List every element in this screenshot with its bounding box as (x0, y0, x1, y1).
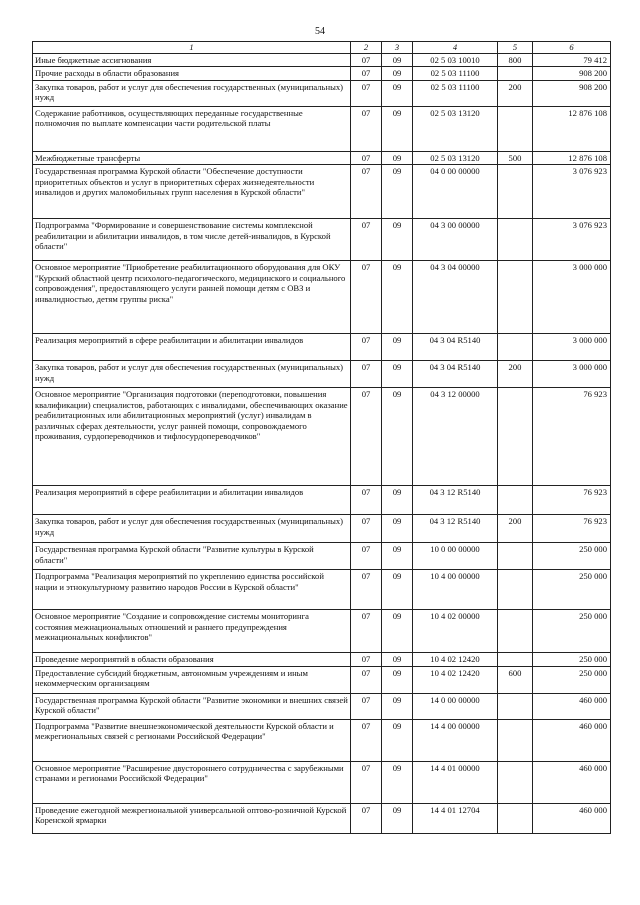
target-article-code: 02 5 03 13120 (413, 151, 498, 164)
expense-type-code: 800 (498, 54, 533, 67)
target-article-code: 14 4 01 00000 (413, 761, 498, 803)
expense-name: Основное мероприятие "Расширение двустороннего сотрудничества с зарубежными странами и регионами Российской Федерации" (33, 761, 351, 803)
table-row (33, 67, 611, 80)
section-code: 07 (351, 165, 382, 219)
expense-name: Подпрограмма "Развитие внешнеэкономической деятельности Курской области и межрегиональных связей с регионами Российской Федерации" (33, 719, 351, 761)
amount: 3 076 923 (533, 219, 611, 261)
amount: 460 000 (533, 693, 611, 719)
section-code: 07 (351, 261, 382, 334)
table-row (33, 54, 611, 67)
section-code: 07 (351, 219, 382, 261)
amount: 3 000 000 (533, 334, 611, 361)
target-article-code: 14 0 00 00000 (413, 693, 498, 719)
subsection-code: 09 (382, 219, 413, 261)
section-code: 07 (351, 151, 382, 164)
column-header: 3 (382, 42, 413, 54)
subsection-code: 09 (382, 515, 413, 543)
section-code: 07 (351, 67, 382, 80)
target-article-code: 04 3 00 00000 (413, 219, 498, 261)
amount: 250 000 (533, 610, 611, 653)
column-header: 1 (33, 42, 351, 54)
expense-type-code (498, 653, 533, 666)
table-row (33, 261, 611, 334)
expense-name: Прочие расходы в области образования (33, 67, 351, 80)
expense-name: Подпрограмма "Формирование и совершенствование системы комплексной реабилитации и абилитации инвалидов, в том числе детей-инвалидов, в Курской области" (33, 219, 351, 261)
expense-name: Основное мероприятие "Приобретение реабилитационного оборудования для ОКУ "Курский областной центр психолого-педагогического, медицинского и социального сопровождения", предоставляющего услуги ранней помощи детям с ОВЗ и инвалидностью, детям группы риска" (33, 261, 351, 334)
subsection-code: 09 (382, 486, 413, 515)
amount: 250 000 (533, 543, 611, 570)
amount: 250 000 (533, 666, 611, 693)
expense-type-code (498, 388, 533, 486)
expense-type-code: 200 (498, 515, 533, 543)
table-row (33, 610, 611, 653)
target-article-code: 10 4 02 12420 (413, 666, 498, 693)
budget-table (32, 41, 611, 834)
target-article-code: 02 5 03 11100 (413, 80, 498, 106)
expense-name: Государственная программа Курской области "Обеспечение доступности приоритетных объектов и услуг в приоритетных сферах жизнедеятельности инвалидов и других маломобильных групп населения в Курской области" (33, 165, 351, 219)
section-code: 07 (351, 486, 382, 515)
amount: 460 000 (533, 803, 611, 833)
expense-name: Подпрограмма "Реализация мероприятий по укреплению единства российской нации и этнокультурному развитию народов России в Курской области" (33, 570, 351, 610)
section-code: 07 (351, 361, 382, 388)
table-row (33, 803, 611, 833)
expense-name: Основное мероприятие "Организация подготовки (переподготовки, повышения квалификации) специалистов, работающих с инвалидами, обеспечивающих оказание реабилитационных или абилитационных мероприятий (услуг) инвалидам в различных сферах деятельности, услуг ранней помощи, сопровождаемого проживания, сурдопереводчиков и тифлосурдопереводчиков" (33, 388, 351, 486)
target-article-code: 14 4 00 00000 (413, 719, 498, 761)
amount: 12 876 108 (533, 151, 611, 164)
subsection-code: 09 (382, 388, 413, 486)
expense-name: Закупка товаров, работ и услуг для обеспечения государственных (муниципальных) нужд (33, 515, 351, 543)
table-row (33, 570, 611, 610)
column-header: 4 (413, 42, 498, 54)
subsection-code: 09 (382, 570, 413, 610)
subsection-code: 09 (382, 693, 413, 719)
table-row (33, 334, 611, 361)
target-article-code: 10 4 02 12420 (413, 653, 498, 666)
column-header: 6 (533, 42, 611, 54)
amount: 3 000 000 (533, 261, 611, 334)
section-code: 07 (351, 653, 382, 666)
expense-type-code (498, 610, 533, 653)
amount: 250 000 (533, 570, 611, 610)
expense-name: Межбюджетные трансферты (33, 151, 351, 164)
section-code: 07 (351, 54, 382, 67)
target-article-code: 10 4 02 00000 (413, 610, 498, 653)
subsection-code: 09 (382, 80, 413, 106)
subsection-code: 09 (382, 666, 413, 693)
table-row (33, 666, 611, 693)
table-row (33, 106, 611, 151)
table-row (33, 543, 611, 570)
subsection-code: 09 (382, 653, 413, 666)
subsection-code: 09 (382, 803, 413, 833)
expense-name: Закупка товаров, работ и услуг для обеспечения государственных (муниципальных) нужд (33, 361, 351, 388)
expense-name: Государственная программа Курской области "Развитие экономики и внешних связей Курской области" (33, 693, 351, 719)
table-row (33, 486, 611, 515)
table-header-row (33, 42, 611, 54)
expense-name: Закупка товаров, работ и услуг для обеспечения государственных (муниципальных) нужд (33, 80, 351, 106)
table-row (33, 361, 611, 388)
amount: 12 876 108 (533, 106, 611, 151)
expense-type-code (498, 761, 533, 803)
expense-type-code: 500 (498, 151, 533, 164)
expense-type-code: 200 (498, 361, 533, 388)
table-row (33, 388, 611, 486)
amount: 76 923 (533, 486, 611, 515)
expense-type-code (498, 67, 533, 80)
target-article-code: 10 4 00 00000 (413, 570, 498, 610)
target-article-code: 10 0 00 00000 (413, 543, 498, 570)
amount: 79 412 (533, 54, 611, 67)
target-article-code: 02 5 03 13120 (413, 106, 498, 151)
column-header: 5 (498, 42, 533, 54)
section-code: 07 (351, 388, 382, 486)
table-row (33, 515, 611, 543)
table-row (33, 219, 611, 261)
section-code: 07 (351, 80, 382, 106)
target-article-code: 04 3 04 00000 (413, 261, 498, 334)
section-code: 07 (351, 666, 382, 693)
expense-name: Основное мероприятие "Создание и сопровождение системы мониторинга состояния межнациональных отношений и раннего предупреждения межнациональных конфликтов" (33, 610, 351, 653)
subsection-code: 09 (382, 151, 413, 164)
column-header: 2 (351, 42, 382, 54)
expense-type-code (498, 543, 533, 570)
expense-name: Проведение мероприятий в области образования (33, 653, 351, 666)
amount: 3 076 923 (533, 165, 611, 219)
table-row (33, 151, 611, 164)
expense-name: Содержание работников, осуществляющих переданные государственные полномочия по выплате компенсации части родительской платы (33, 106, 351, 151)
target-article-code: 04 3 12 R5140 (413, 515, 498, 543)
amount: 250 000 (533, 653, 611, 666)
page-number: 54 (315, 26, 325, 37)
section-code: 07 (351, 515, 382, 543)
expense-type-code (498, 106, 533, 151)
amount: 908 200 (533, 67, 611, 80)
expense-type-code (498, 719, 533, 761)
expense-type-code (498, 803, 533, 833)
expense-type-code (498, 261, 533, 334)
subsection-code: 09 (382, 610, 413, 653)
expense-type-code (498, 693, 533, 719)
table-row (33, 761, 611, 803)
section-code: 07 (351, 610, 382, 653)
expense-type-code (498, 570, 533, 610)
table-row (33, 693, 611, 719)
amount: 3 000 000 (533, 361, 611, 388)
expense-name: Реализация мероприятий в сфере реабилитации и абилитации инвалидов (33, 486, 351, 515)
amount: 460 000 (533, 761, 611, 803)
target-article-code: 04 3 04 R5140 (413, 361, 498, 388)
expense-name: Государственная программа Курской области "Развитие культуры в Курской области" (33, 543, 351, 570)
expense-type-code: 600 (498, 666, 533, 693)
subsection-code: 09 (382, 165, 413, 219)
expense-type-code: 200 (498, 80, 533, 106)
expense-type-code (498, 334, 533, 361)
target-article-code: 02 5 03 11100 (413, 67, 498, 80)
section-code: 07 (351, 719, 382, 761)
amount: 908 200 (533, 80, 611, 106)
table-row (33, 165, 611, 219)
amount: 460 000 (533, 719, 611, 761)
section-code: 07 (351, 106, 382, 151)
amount: 76 923 (533, 388, 611, 486)
subsection-code: 09 (382, 67, 413, 80)
target-article-code: 04 3 12 00000 (413, 388, 498, 486)
target-article-code: 04 0 00 00000 (413, 165, 498, 219)
subsection-code: 09 (382, 106, 413, 151)
expense-name: Реализация мероприятий в сфере реабилитации и абилитации инвалидов (33, 334, 351, 361)
amount: 76 923 (533, 515, 611, 543)
section-code: 07 (351, 570, 382, 610)
subsection-code: 09 (382, 54, 413, 67)
section-code: 07 (351, 803, 382, 833)
expense-name: Предоставление субсидий бюджетным, автономным учреждениям и иным некоммерческим организациям (33, 666, 351, 693)
table-row (33, 653, 611, 666)
table-body (33, 54, 611, 834)
expense-type-code (498, 219, 533, 261)
table-row (33, 80, 611, 106)
subsection-code: 09 (382, 361, 413, 388)
expense-type-code (498, 486, 533, 515)
section-code: 07 (351, 334, 382, 361)
target-article-code: 02 5 03 10010 (413, 54, 498, 67)
subsection-code: 09 (382, 334, 413, 361)
subsection-code: 09 (382, 261, 413, 334)
table-row (33, 719, 611, 761)
section-code: 07 (351, 543, 382, 570)
expense-type-code (498, 165, 533, 219)
expense-name: Проведение ежегодной межрегиональной универсальной оптово-розничной Курской Коренской ярмарки (33, 803, 351, 833)
expense-name: Иные бюджетные ассигнования (33, 54, 351, 67)
subsection-code: 09 (382, 543, 413, 570)
target-article-code: 04 3 12 R5140 (413, 486, 498, 515)
target-article-code: 14 4 01 12704 (413, 803, 498, 833)
section-code: 07 (351, 761, 382, 803)
subsection-code: 09 (382, 761, 413, 803)
subsection-code: 09 (382, 719, 413, 761)
target-article-code: 04 3 04 R5140 (413, 334, 498, 361)
section-code: 07 (351, 693, 382, 719)
